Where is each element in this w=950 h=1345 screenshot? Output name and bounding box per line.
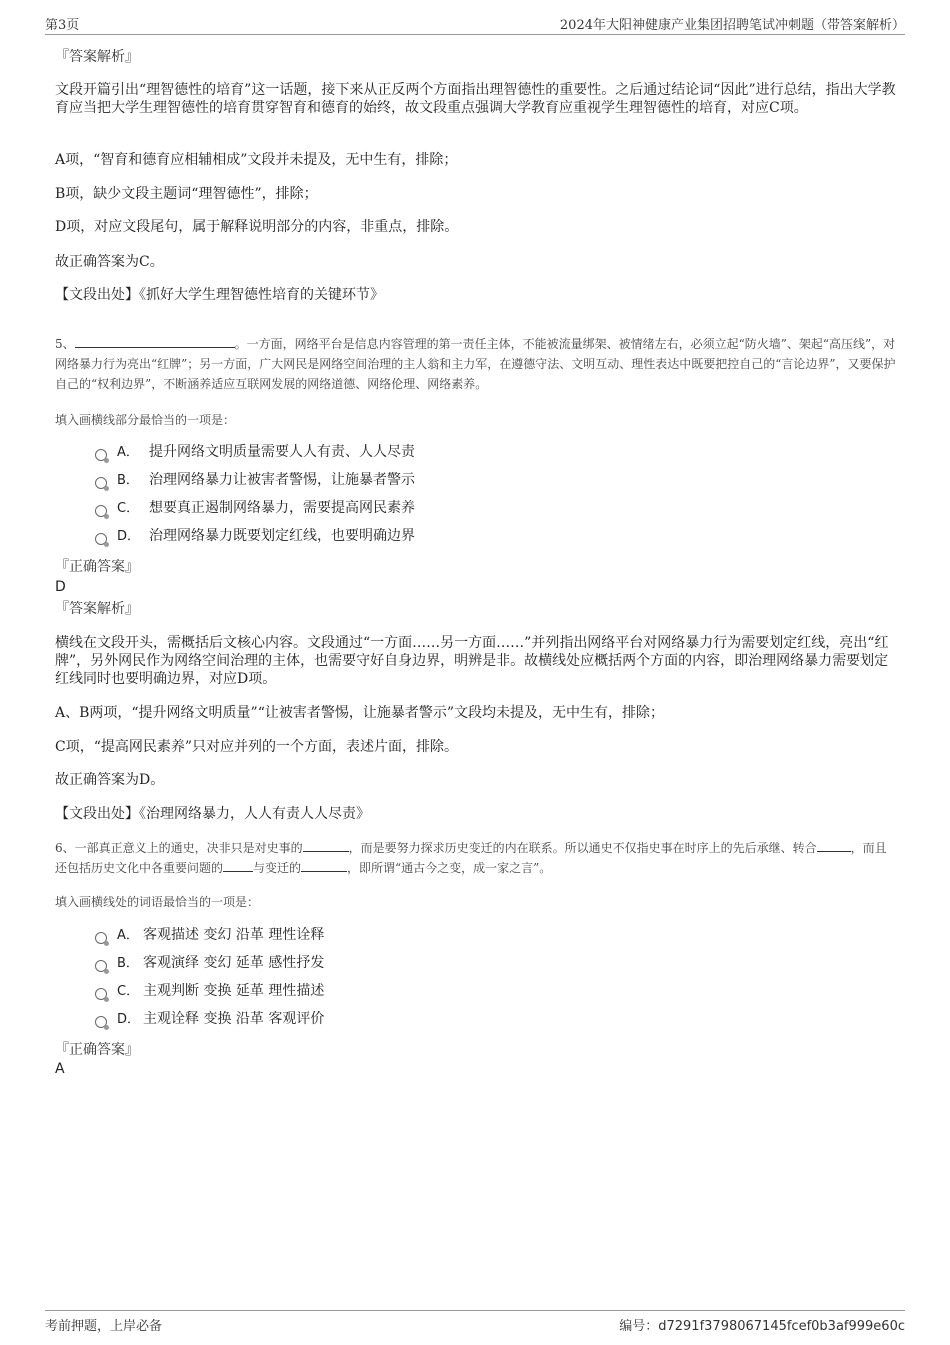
radio-icon[interactable] [95, 477, 107, 489]
page-footer [45, 1310, 905, 1333]
document-title: 2024年大阳神健康产业集团招聘笔试冲刺题（带答案解析） [559, 18, 905, 33]
option-letter: B． [117, 956, 139, 971]
q6-stem-part: 与变迁的 [253, 861, 302, 875]
q5-analysis-label: 『答案解析』 [55, 601, 139, 617]
q5-stem-text: 。一方面，网络平台是信息内容管理的第一责任主体，不能被流量绑架、被情绪左右，必须立起“防火墙”、架起“高压线”，对网络暴力行为亮出“红牌”；另一方面，广大网民是网络空间治理的主人翁和主力军，在遵德守法、文明互动、理性表达中既要把控自己的“言论边界”，又要保护自己的“权利边界”，不断涵养适应互联网发展的网络道德、网络伦理、网络素养。 [55, 337, 896, 391]
radio-icon[interactable] [95, 1016, 107, 1028]
q6-prompt: 填入画横线处的词语最恰当的一项是： [55, 895, 260, 909]
q6-options [95, 925, 324, 1037]
option-letter: C． [117, 501, 140, 516]
option-letter: A． [117, 445, 139, 460]
q6-stem [55, 838, 898, 878]
q4-option-d-note: D项，对应文段尾句，属于解释说明部分的内容，非重点，排除。 [55, 219, 459, 235]
q5-correct-label: 『正确答案』 [55, 559, 139, 575]
option-text: 客观演绎 变幻 延革 感性抒发 [143, 955, 325, 971]
option-letter: D． [117, 1012, 141, 1027]
radio-icon[interactable] [95, 505, 107, 517]
q4-source: 【文段出处】《抓好大学生理智德性培育的关键环节》 [55, 287, 384, 303]
radio-icon[interactable] [95, 533, 107, 545]
radio-icon[interactable] [95, 988, 107, 1000]
q5-option-a[interactable] [95, 442, 415, 470]
radio-icon[interactable] [95, 449, 107, 461]
q5-number: 5、 [55, 337, 75, 351]
q6-blank-2 [817, 839, 851, 852]
option-letter: C． [117, 984, 140, 999]
q5-source: 【文段出处】《治理网络暴力，人人有责人人尽责》 [55, 806, 370, 822]
q6-blank-3 [223, 859, 253, 872]
q5-conclusion: 故正确答案为D。 [55, 772, 165, 788]
q4-analysis-text: 文段开篇引出“理智德性的培育”这一话题，接下来从正反两个方面指出理智德性的重要性。之后通过结论词“因此”进行总结，指出大学教育应当把大学生理智德性的培育贯穿智育和德育的始终，故文段重点强调大学教育应重视学生理智德性的培育，对应C项。 [55, 82, 896, 116]
option-text: 主观判断 变换 延革 理性描述 [143, 983, 325, 999]
q6-blank-4 [301, 859, 347, 872]
page-number: 第3页 [45, 18, 80, 33]
q5-option-c[interactable] [95, 498, 415, 526]
option-text: 想要真正遏制网络暴力，需要提高网民素养 [149, 500, 415, 516]
q5-correct-answer: D [55, 579, 66, 595]
q6-option-b[interactable] [95, 953, 324, 981]
q5-stem [55, 334, 898, 394]
option-letter: D． [117, 529, 141, 544]
q6-stem-part: ，而且还包括历史文化中各重要问题的 [55, 841, 887, 875]
q4-analysis-label: 『答案解析』 [55, 49, 139, 65]
option-text: 提升网络文明质量需要人人有责、人人尽责 [149, 444, 415, 460]
q5-option-d[interactable] [95, 526, 415, 554]
option-text: 治理网络暴力既要划定红线，也要明确边界 [149, 528, 415, 544]
option-text: 治理网络暴力让被害者警惕，让施暴者警示 [149, 472, 415, 488]
q5-option-ab-note: A、B两项，“提升网络文明质量”“让被害者警惕，让施暴者警示”文段均未提及，无中生有，排除； [55, 705, 665, 721]
q4-conclusion: 故正确答案为C。 [55, 254, 164, 270]
q6-stem-part: ，而是要努力探求历史变迁的内在联系。所以通史不仅指史事在时序上的先后承继、转合 [348, 841, 817, 855]
q4-option-a-note: A项，“智育和德育应相辅相成”文段并未提及，无中生有，排除； [55, 152, 458, 168]
q5-options [95, 442, 415, 554]
q5-prompt: 填入画横线部分最恰当的一项是： [55, 413, 236, 427]
q6-option-a[interactable] [95, 925, 324, 953]
q5-option-c-note: C项，“提高网民素养”只对应并列的一个方面，表述片面，排除。 [55, 739, 459, 755]
q6-correct-answer: A [55, 1061, 65, 1077]
q6-number: 6、 [55, 841, 75, 855]
option-text: 客观描述 变幻 沿革 理性诠释 [143, 927, 325, 943]
option-text: 主观诠释 变换 沿革 客观评价 [143, 1011, 325, 1027]
radio-icon[interactable] [95, 960, 107, 972]
q5-analysis-text: 横线在文段开头，需概括后文核心内容。文段通过“一方面……另一方面……”并列指出网络平台对网络暴力行为需要划定红线，亮出“红牌”，另外网民作为网络空间治理的主体，也需要守好自身边界，明辨是非。故横线处应概括两个方面的内容，即治理网络暴力需要划定红线同时也要明确边界，对应D项。 [55, 635, 889, 687]
q6-stem-part: 一部真正意义上的通史，决非只是对史事的 [74, 841, 303, 855]
radio-icon[interactable] [95, 932, 107, 944]
footer-slogan: 考前押题，上岸必备 [45, 1319, 163, 1334]
option-letter: A． [117, 928, 139, 943]
q6-option-d[interactable] [95, 1009, 324, 1037]
q4-option-b-note: B项，缺少文段主题词“理智德性”，排除； [55, 186, 318, 202]
option-letter: B． [117, 473, 139, 488]
q6-stem-part: ，即所谓“通古今之变，成一家之言”。 [347, 861, 552, 875]
document-code: 编号：d7291f3798067145fcef0b3af999e60c [619, 1319, 905, 1334]
q5-option-b[interactable] [95, 470, 415, 498]
q6-correct-label: 『正确答案』 [55, 1042, 139, 1058]
q6-option-c[interactable] [95, 981, 324, 1009]
q6-blank-1 [303, 839, 349, 852]
page-header [45, 14, 905, 35]
q5-blank [75, 335, 235, 348]
